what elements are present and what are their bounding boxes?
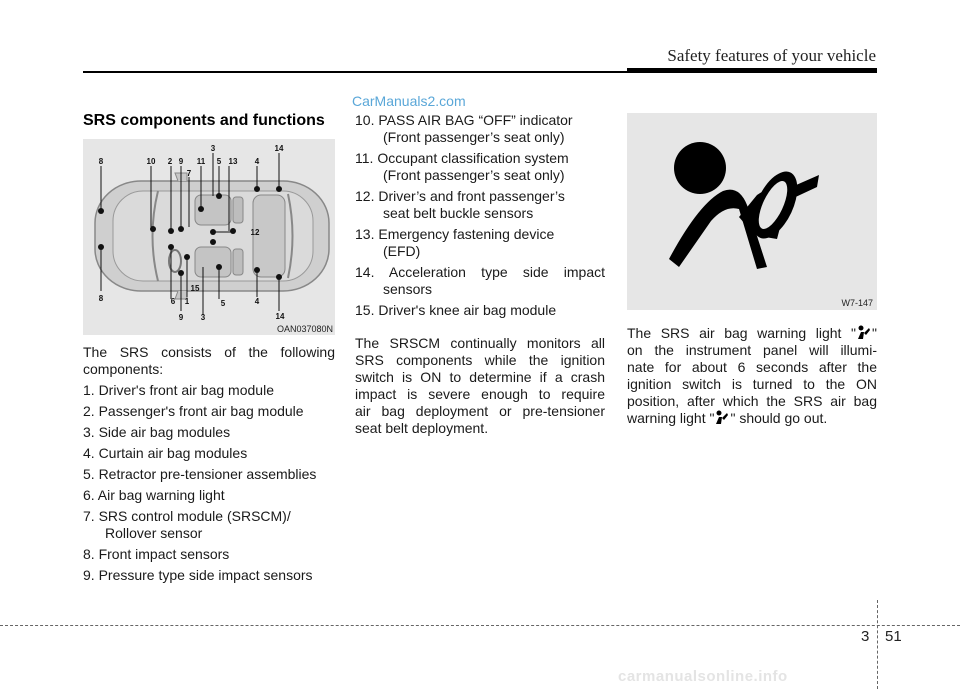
callout-7: 7 [186,169,192,178]
callout-14-top: 14 [274,144,284,153]
component-item: 15. Driver's knee air bag module [355,302,557,318]
monitor-paragraph-line: The SRSCM continually monitors all [355,335,605,351]
section-title: Safety features of your vehicle [667,46,876,65]
callout-4-bottom: 4 [254,297,260,306]
component-item: 10. PASS AIR BAG “OFF” indicator [355,112,573,128]
component-item-continued: (EFD) [383,243,421,259]
component-item: 14. Acceleration type side impact [355,264,605,280]
airbag-warning-icon [627,113,877,310]
diagram-image-id: OAN037080N [276,324,333,334]
component-item-continued: Rollover sensor [105,525,203,541]
component-item: 2. Passenger's front air bag module [83,403,304,419]
monitor-paragraph-line: SRS components while the ignition [355,352,605,368]
callout-14-bottom: 14 [275,312,285,321]
component-item: 12. Driver’s and front passenger’s [355,188,565,204]
airbag-person-icon [714,410,730,425]
component-item: 13. Emergency fastening device [355,226,555,242]
callout-5-top: 5 [216,157,222,166]
warning-line: nate for about 6 seconds after the [627,359,877,375]
callout-5-bottom: 5 [220,299,226,308]
callout-4-top: 4 [254,157,260,166]
warning-image-id: W7-147 [841,298,873,308]
intro-line-1: The SRS consists of the following [83,344,335,360]
component-item: 1. Driver's front air bag module [83,382,274,398]
components-list [83,344,335,584]
component-item: 9. Pressure type side impact sensors [83,567,313,583]
page-heading: SRS components and functions [83,112,325,129]
component-item: 5. Retractor pre-tensioner assemblies [83,466,317,482]
component-item-continued: seat belt buckle sensors [383,205,534,221]
monitor-paragraph-line: impact is severe enough to require [355,386,605,402]
callout-3-top: 3 [210,144,216,153]
warning-line-last: warning light " " should go out. [627,410,828,426]
bottom-watermark[interactable]: carmanualsonline.info [618,668,788,685]
callout-2: 2 [167,157,173,166]
component-item: 6. Air bag warning light [83,487,225,503]
callout-15: 15 [190,284,200,293]
callout-9-top: 9 [178,157,184,166]
footer-divider [877,600,878,689]
callout-1: 1 [184,297,190,306]
callout-10: 10 [146,157,156,166]
warning-line: ignition switch is turned to the ON [627,376,877,392]
callout-6: 6 [170,297,176,306]
component-item-continued: (Front passenger’s seat only) [383,167,565,183]
monitor-paragraph-line: seat belt deployment. [355,420,489,436]
monitor-paragraph-line: switch is ON to determine if a crash [355,369,605,385]
component-item: 8. Front impact sensors [83,546,230,562]
watermark-link[interactable]: CarManuals2.com [352,93,466,109]
srs-components-diagram [83,139,335,335]
component-item-continued: sensors [383,281,433,297]
car-topview-illustration [83,139,335,335]
component-item: 11. Occupant classification system [355,150,569,166]
airbag-person-icon [856,325,872,340]
callout-3-bottom: 3 [200,313,206,322]
component-item: 3. Side air bag modules [83,424,231,440]
intro-line-2: components: [83,361,164,377]
footer-rule [0,625,960,626]
page-number: 51 [885,628,902,645]
header-rule-thick [627,68,877,73]
callout-11: 11 [196,157,206,166]
callout-9-bottom: 9 [178,313,184,322]
warning-line: on the instrument panel will illumi- [627,342,877,358]
callout-12: 12 [250,228,260,237]
warning-light-paragraph [627,325,877,427]
components-list-continued [355,112,605,437]
callout-8-top: 8 [98,157,104,166]
airbag-warning-light-figure [627,113,877,310]
warning-line: position, after which the SRS air bag [627,393,877,409]
component-item: 4. Curtain air bag modules [83,445,248,461]
component-item-continued: (Front passenger’s seat only) [383,129,565,145]
callout-13: 13 [228,157,238,166]
callout-8-bottom: 8 [98,294,104,303]
monitor-paragraph-line: air bag deployment or pre-tensioner [355,403,605,419]
chapter-number: 3 [861,628,870,645]
component-item: 7. SRS control module (SRSCM)/ [83,508,291,524]
warning-line-1: The SRS air bag warning light " " [627,325,877,341]
